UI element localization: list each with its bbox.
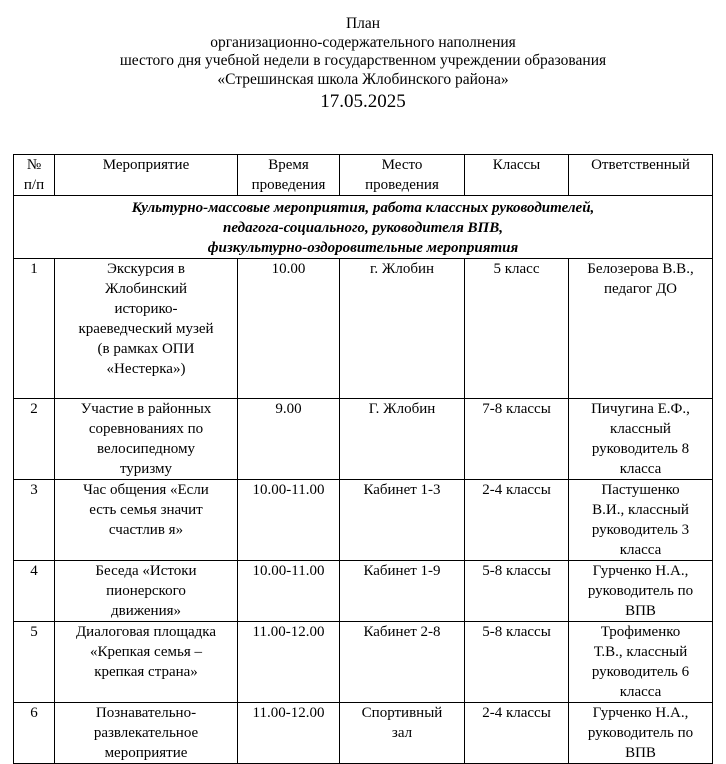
row-number: 3 — [14, 480, 55, 561]
place-cell-line: Кабинет 1-3 — [363, 482, 441, 498]
responsible-cell — [569, 561, 713, 622]
time-cell: 11.00-12.00 — [238, 622, 340, 703]
time-cell: 10.00-11.00 — [238, 561, 340, 622]
place-cell-line: Кабинет 2-8 — [363, 624, 441, 640]
plan-subtitle-line-1: организационно-содержательного наполнения — [210, 33, 516, 51]
event-cell — [55, 480, 238, 561]
responsible-cell-line: Белозерова В.В., — [587, 261, 694, 277]
classes-cell: 2-4 классы — [465, 480, 569, 561]
table-row — [14, 259, 713, 399]
responsible-cell-line: классный — [610, 421, 671, 437]
place-cell-line: Г. Жлобин — [368, 401, 436, 417]
classes-cell: 7-8 классы — [465, 399, 569, 480]
event-cell-line: Участие в районных — [80, 401, 212, 417]
responsible-cell — [569, 259, 713, 399]
responsible-cell-line: руководитель 8 — [591, 441, 690, 457]
event-cell-line: мероприятие — [104, 745, 188, 761]
document-header — [0, 15, 726, 115]
table-row — [14, 561, 713, 622]
place-cell — [340, 480, 465, 561]
time-cell: 9.00 — [238, 399, 340, 480]
classes-cell: 5-8 классы — [465, 561, 569, 622]
responsible-cell-line: руководитель по — [587, 583, 694, 599]
section-row — [14, 196, 713, 259]
time-cell: 11.00-12.00 — [238, 703, 340, 764]
plan-title: План — [345, 15, 381, 32]
event-cell — [55, 399, 238, 480]
event-cell-line: туризму — [119, 461, 173, 477]
event-cell-line: есть семья значит — [89, 502, 203, 518]
row-number: 2 — [14, 399, 55, 480]
responsible-cell-line: класса — [619, 461, 662, 477]
row-number: 5 — [14, 622, 55, 703]
event-cell-line: (в рамках ОПИ — [97, 341, 195, 357]
event-cell-line: пионерского — [106, 583, 186, 599]
event-cell-line: краеведческий музей — [78, 321, 214, 337]
table-row — [14, 399, 713, 480]
responsible-cell — [569, 480, 713, 561]
responsible-cell-line: руководитель 6 — [591, 664, 690, 680]
time-cell: 10.00 — [238, 259, 340, 399]
section-title: Культурно-массовые мероприятия, работа классных руководителей, педагога-социального, руководителя ВПВ, физкультурно-оздоровительные мероприятия — [14, 196, 713, 259]
plan-date: 17.05.2025 — [320, 91, 406, 112]
event-cell-line: Экскурсия в — [107, 261, 185, 277]
event-cell — [55, 622, 238, 703]
table-row — [14, 703, 713, 764]
responsible-cell-line: В.И., классный — [592, 502, 689, 518]
column-header-place: Место проведения — [340, 155, 465, 196]
event-cell — [55, 703, 238, 764]
event-cell — [55, 259, 238, 399]
place-cell — [340, 622, 465, 703]
place-cell — [340, 259, 465, 399]
event-cell-line: Жлобинский — [104, 281, 188, 297]
row-number: 1 — [14, 259, 55, 399]
event-cell-line: Беседа «Истоки — [95, 563, 197, 579]
event-cell-line: соревнованиях по — [88, 421, 204, 437]
responsible-cell-line: ВПВ — [625, 745, 656, 761]
responsible-cell-line: руководитель 3 — [591, 522, 690, 538]
place-cell-line: Кабинет 1-9 — [363, 563, 441, 579]
column-header-responsible: Ответственный — [569, 155, 713, 196]
event-cell-line: велосипедному — [96, 441, 196, 457]
place-cell — [340, 399, 465, 480]
responsible-cell — [569, 399, 713, 480]
event-cell-line: счастлив я» — [108, 522, 184, 538]
responsible-cell-line: Т.В., классный — [593, 644, 688, 660]
event-cell-line: движения» — [110, 603, 182, 619]
school-name: «Стрешинская школа Жлобинского района» — [217, 70, 509, 88]
column-header-event: Мероприятие — [55, 155, 238, 196]
event-cell-line: Познавательно- — [95, 705, 197, 721]
responsible-cell-line: класса — [619, 542, 662, 558]
responsible-cell-line: руководитель по — [587, 725, 694, 741]
responsible-cell-line: Гурченко Н.А., — [592, 705, 689, 721]
event-cell — [55, 561, 238, 622]
classes-cell: 5-8 классы — [465, 622, 569, 703]
plan-subtitle-line-2: шестого дня учебной недели в государственном учреждении образования — [119, 52, 607, 69]
schedule-table — [13, 154, 713, 764]
column-header-number: № п/п — [14, 155, 55, 196]
time-cell: 10.00-11.00 — [238, 480, 340, 561]
responsible-cell-line: Гурченко Н.А., — [592, 563, 689, 579]
column-header-classes: Классы — [465, 155, 569, 196]
event-cell-line: крепкая страна» — [94, 664, 198, 680]
table-header-row — [14, 155, 713, 196]
event-cell-line: развлекательное — [93, 725, 199, 741]
responsible-cell-line: класса — [619, 684, 662, 700]
table-row — [14, 480, 713, 561]
column-header-time: Время проведения — [238, 155, 340, 196]
place-cell-line: зал — [391, 725, 413, 741]
classes-cell: 5 класс — [465, 259, 569, 399]
responsible-cell-line: Пастушенко — [601, 482, 680, 498]
event-cell-line: историко- — [114, 301, 178, 317]
event-cell-line: Диалоговая площадка — [75, 624, 217, 640]
responsible-cell-line: Пичугина Е.Ф., — [591, 401, 690, 417]
classes-cell: 2-4 классы — [465, 703, 569, 764]
responsible-cell-line: педагог ДО — [603, 281, 678, 297]
table-row — [14, 622, 713, 703]
event-cell-line: «Крепкая семья – — [89, 644, 203, 660]
row-number: 6 — [14, 703, 55, 764]
place-cell — [340, 561, 465, 622]
responsible-cell-line: ВПВ — [625, 603, 656, 619]
responsible-cell — [569, 703, 713, 764]
responsible-cell — [569, 622, 713, 703]
place-cell-line: Спортивный — [361, 705, 443, 721]
event-cell-line: «Нестерка») — [106, 361, 186, 377]
row-number: 4 — [14, 561, 55, 622]
place-cell-line: г. Жлобин — [369, 261, 435, 277]
responsible-cell-line: Трофименко — [600, 624, 681, 640]
place-cell — [340, 703, 465, 764]
event-cell-line: Час общения «Если — [83, 482, 209, 498]
